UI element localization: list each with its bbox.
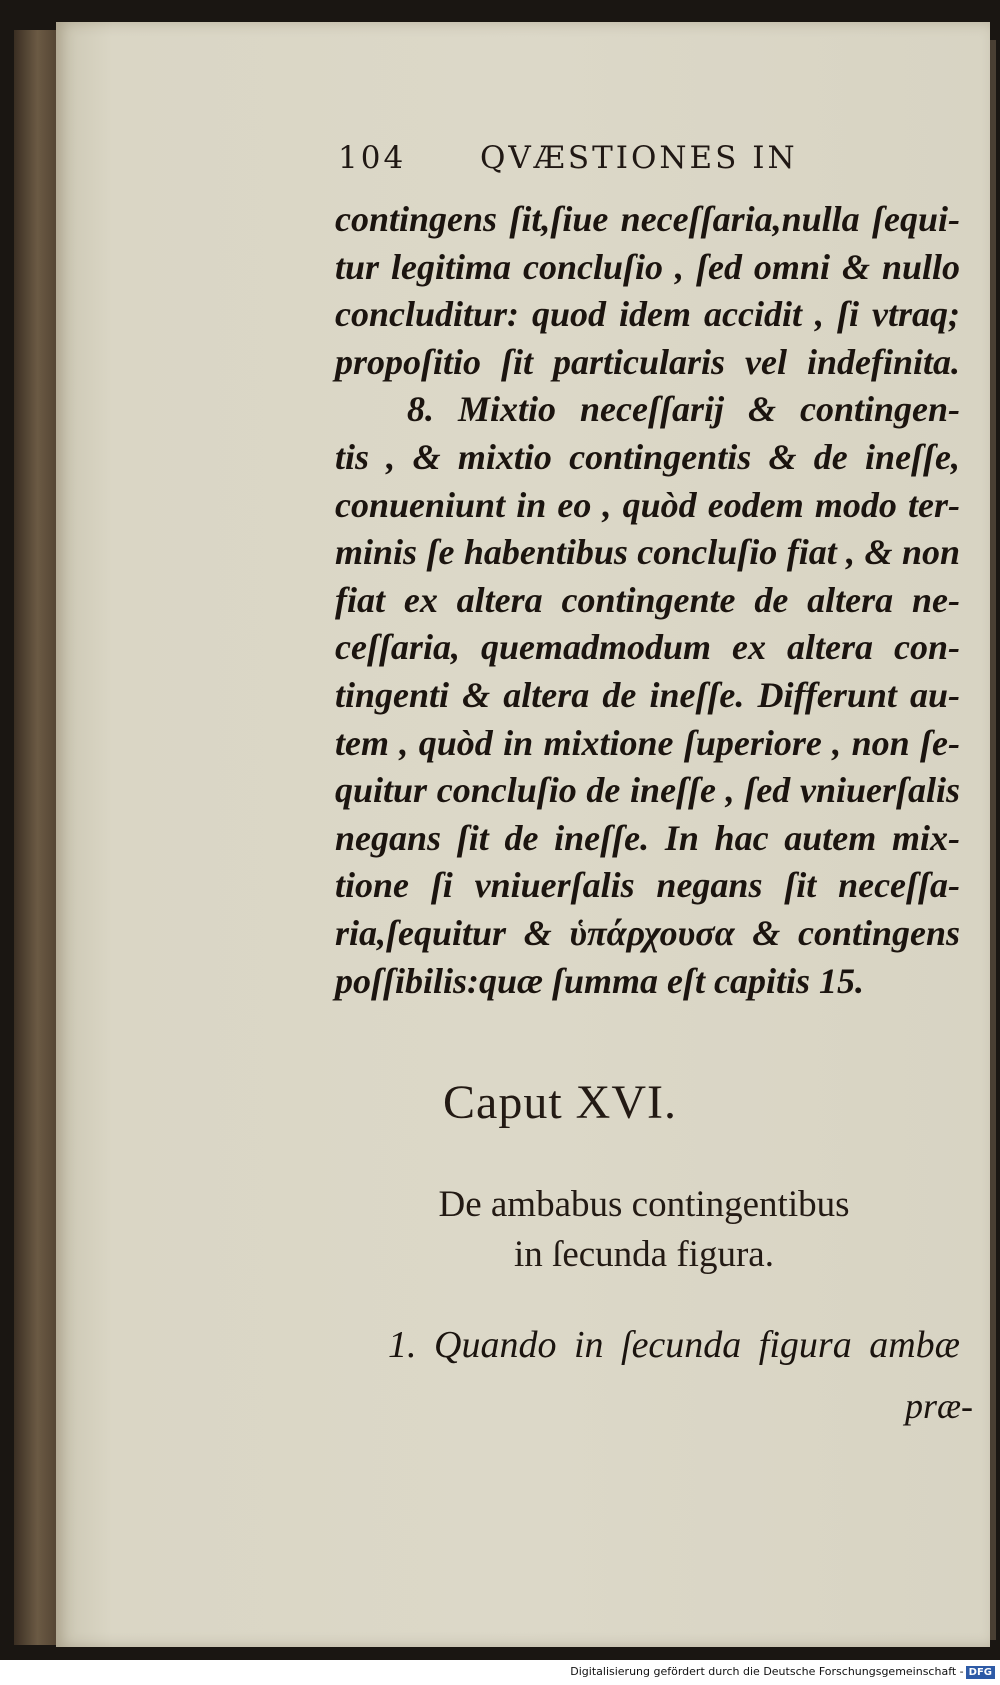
text-line: 8. Mixtio neceſſarij & contingen- — [407, 389, 960, 430]
text-line: tione ſi vniuerſalis negans ſit neceſſa- — [335, 865, 960, 906]
text-line: tur legitima concluſio , ſed omni & nullo — [335, 246, 960, 287]
paragraph-start: 1. Quando in ſecunda figura ambæ — [388, 1324, 960, 1366]
text-line: minis ſe habentibus concluſio fiat , & non — [335, 532, 960, 573]
credit-text: Digitalisierung gefördert durch die Deutsche Forschungsgemeinschaft - — [570, 1665, 964, 1678]
text-line: negans ſit de ineſſe. In hac autem mix- — [335, 817, 960, 858]
chapter-subtitle-line: De ambabus contingentibus — [438, 1184, 850, 1225]
text-line: tingenti & altera de ineſſe. Differunt au- — [335, 674, 960, 715]
chapter-title: Caput XVI. — [443, 1076, 677, 1129]
page-number: 104 — [338, 140, 407, 176]
running-title: QVÆSTIONES IN — [480, 140, 798, 176]
text-line: tis , & mixtio contingentis & de ineſſe, — [335, 436, 960, 477]
running-head — [338, 140, 878, 176]
text-line: fiat ex altera contingente de altera ne- — [335, 579, 960, 620]
text-line: contingens ſit,ſiue neceſſaria,nulla ſequi- — [335, 199, 960, 239]
body-text — [335, 196, 960, 1005]
dfg-logo: DFG — [966, 1666, 995, 1679]
text-line: concluditur: quod idem accidit , ſi vtraq; — [335, 294, 960, 335]
text-line: tem , quòd in mixtione ſuperiore , non ſe- — [335, 722, 960, 763]
catchword: præ- — [905, 1386, 974, 1426]
text-line: quitur concluſio de ineſſe , ſed vniuerſalis — [335, 770, 960, 811]
text-line: conueniunt in eo , quòd eodem modo ter- — [335, 484, 960, 525]
text-line: ria,ſequitur & ὑπάρχουσα & contingens — [335, 912, 960, 953]
digitization-credit — [540, 1665, 995, 1683]
text-line: poſſibilis:quæ ſumma eſt capitis 15. — [335, 960, 864, 1001]
text-line: ceſſaria, quemadmodum ex altera con- — [335, 627, 960, 668]
text-line: propoſitio ſit particularis vel indefinita. — [335, 341, 960, 382]
chapter-subtitle — [338, 1180, 950, 1280]
chapter-subtitle-line: in ſecunda figura. — [514, 1234, 774, 1275]
